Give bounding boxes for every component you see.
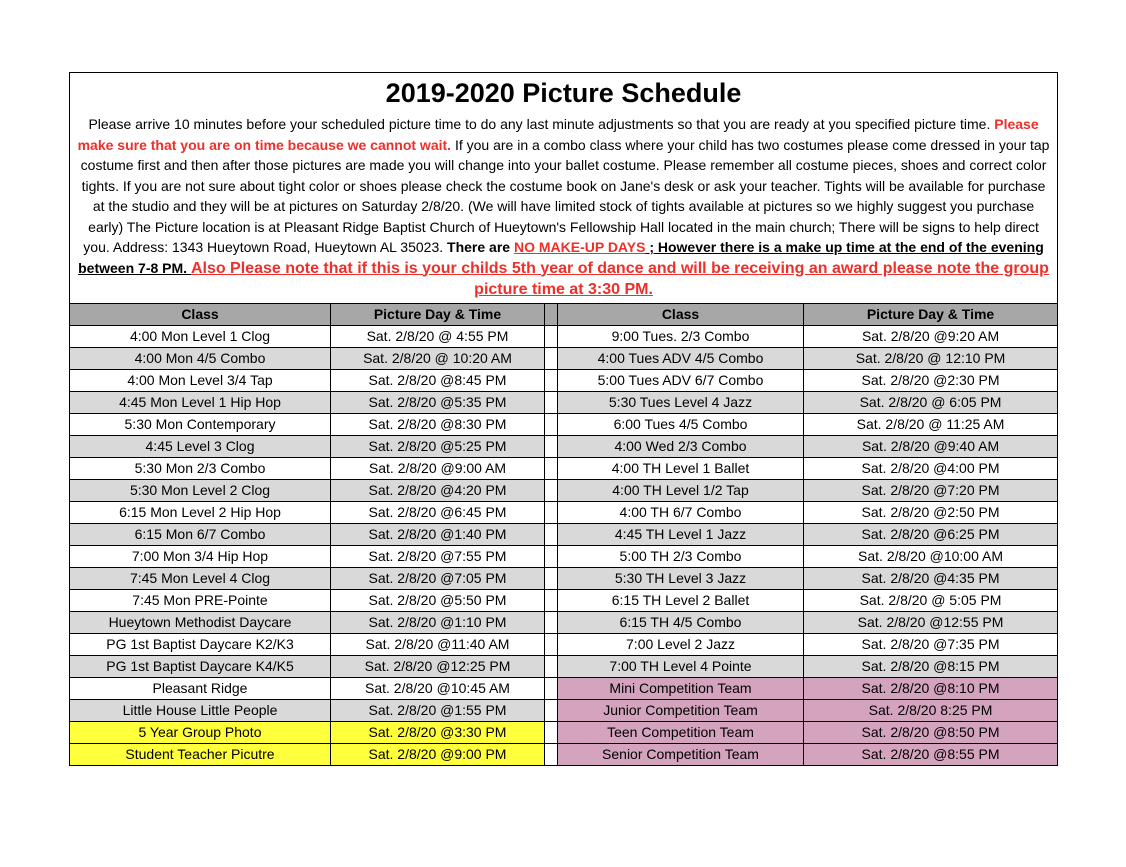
- time-cell-right: Sat. 2/8/20 @8:10 PM: [804, 677, 1058, 699]
- gap-cell: [545, 699, 558, 721]
- table-row: [70, 633, 1058, 655]
- time-cell-right: Sat. 2/8/20 @8:15 PM: [804, 655, 1058, 677]
- table-row: [70, 391, 1058, 413]
- gap-cell: [545, 655, 558, 677]
- class-cell-right: 7:00 Level 2 Jazz: [558, 633, 804, 655]
- time-cell-left: Sat. 2/8/20 @8:45 PM: [331, 369, 545, 391]
- class-cell-right: 5:00 TH 2/3 Combo: [558, 545, 804, 567]
- gap-cell: [545, 523, 558, 545]
- time-cell-right: Sat. 2/8/20 @ 11:25 AM: [804, 413, 1058, 435]
- class-cell-left: 7:45 Mon Level 4 Clog: [70, 567, 331, 589]
- time-cell-right: Sat. 2/8/20 8:25 PM: [804, 699, 1058, 721]
- table-row: [70, 589, 1058, 611]
- time-cell-right: Sat. 2/8/20 @8:50 PM: [804, 721, 1058, 743]
- time-cell-left: Sat. 2/8/20 @3:30 PM: [331, 721, 545, 743]
- class-cell-left: 5:30 Mon 2/3 Combo: [70, 457, 331, 479]
- class-cell-left: 4:00 Mon Level 3/4 Tap: [70, 369, 331, 391]
- schedule-rows: [70, 325, 1058, 765]
- time-cell-right: Sat. 2/8/20 @10:00 AM: [804, 545, 1058, 567]
- gap-cell: [545, 567, 558, 589]
- gap-cell: [545, 457, 558, 479]
- class-cell-right: 4:45 TH Level 1 Jazz: [558, 523, 804, 545]
- table-row: [70, 721, 1058, 743]
- class-cell-right: 5:30 Tues Level 4 Jazz: [558, 391, 804, 413]
- class-cell-right: Teen Competition Team: [558, 721, 804, 743]
- class-cell-left: Student Teacher Picutre: [70, 743, 331, 765]
- class-cell-right: 4:00 TH Level 1 Ballet: [558, 457, 804, 479]
- table-row: [70, 369, 1058, 391]
- time-cell-left: Sat. 2/8/20 @7:55 PM: [331, 545, 545, 567]
- schedule-table: [69, 72, 1058, 766]
- time-cell-left: Sat. 2/8/20 @7:05 PM: [331, 567, 545, 589]
- time-cell-left: Sat. 2/8/20 @1:55 PM: [331, 699, 545, 721]
- gap-cell: [545, 721, 558, 743]
- punctuality-warning: Please make sure that you are on time because we cannot wait.: [77, 116, 1039, 153]
- time-cell-left: Sat. 2/8/20 @12:25 PM: [331, 655, 545, 677]
- header-class-right: Class: [558, 303, 804, 325]
- gap-cell: [545, 391, 558, 413]
- class-cell-left: 5:30 Mon Contemporary: [70, 413, 331, 435]
- table-row: [70, 611, 1058, 633]
- header-time-right: Picture Day & Time: [804, 303, 1058, 325]
- time-cell-left: Sat. 2/8/20 @9:00 PM: [331, 743, 545, 765]
- class-cell-left: 7:00 Mon 3/4 Hip Hop: [70, 545, 331, 567]
- table-row: [70, 435, 1058, 457]
- table-row: [70, 523, 1058, 545]
- time-cell-left: Sat. 2/8/20 @10:45 AM: [331, 677, 545, 699]
- time-cell-right: Sat. 2/8/20 @7:35 PM: [804, 633, 1058, 655]
- makeup-time-notice: ; However there is a make up time at the end of the evening between 7-8 PM.: [78, 239, 1044, 276]
- intro-text-1: Please arrive 10 minutes before your scheduled picture time to do any last minute adjustments so that you are ready at you specified picture time.: [88, 116, 995, 132]
- table-row: [70, 567, 1058, 589]
- time-cell-right: Sat. 2/8/20 @9:20 AM: [804, 325, 1058, 347]
- table-row: [70, 457, 1058, 479]
- class-cell-right: Mini Competition Team: [558, 677, 804, 699]
- class-cell-right: 9:00 Tues. 2/3 Combo: [558, 325, 804, 347]
- time-cell-right: Sat. 2/8/20 @8:55 PM: [804, 743, 1058, 765]
- time-cell-right: Sat. 2/8/20 @7:20 PM: [804, 479, 1058, 501]
- time-cell-right: Sat. 2/8/20 @12:55 PM: [804, 611, 1058, 633]
- table-row: [70, 743, 1058, 765]
- instructions-paragraph: [70, 114, 1058, 303]
- class-cell-right: 4:00 TH Level 1/2 Tap: [558, 479, 804, 501]
- class-cell-left: 4:45 Level 3 Clog: [70, 435, 331, 457]
- class-cell-left: Hueytown Methodist Daycare: [70, 611, 331, 633]
- gap-cell: [545, 677, 558, 699]
- table-header-row: [70, 303, 1058, 325]
- class-cell-right: 6:15 TH Level 2 Ballet: [558, 589, 804, 611]
- gap-cell: [545, 611, 558, 633]
- gap-cell: [545, 589, 558, 611]
- header-time-left: Picture Day & Time: [331, 303, 545, 325]
- time-cell-right: Sat. 2/8/20 @6:25 PM: [804, 523, 1058, 545]
- table-row: [70, 347, 1058, 369]
- class-cell-left: 4:45 Mon Level 1 Hip Hop: [70, 391, 331, 413]
- class-cell-right: Junior Competition Team: [558, 699, 804, 721]
- class-cell-right: 6:15 TH 4/5 Combo: [558, 611, 804, 633]
- time-cell-right: Sat. 2/8/20 @4:00 PM: [804, 457, 1058, 479]
- time-cell-left: Sat. 2/8/20 @5:50 PM: [331, 589, 545, 611]
- class-cell-left: 7:45 Mon PRE-Pointe: [70, 589, 331, 611]
- award-notice: Also Please note that if this is your childs 5th year of dance and will be receiving an award please note the group picture time at 3:30 PM.: [190, 259, 1049, 298]
- time-cell-left: Sat. 2/8/20 @ 4:55 PM: [331, 325, 545, 347]
- no-makeup-notice: NO MAKE-UP DAYS: [513, 239, 646, 255]
- table-row: [70, 413, 1058, 435]
- intro-text-2: If you are in a combo class where your child has two costumes please come dressed in your tap costume first and then after those pictures are made you will change into your ballet costume. Please remember all costume pieces, shoes and correct color tights. If you are not sure about tight color or shoes please check the costume book on Jane's desk or ask your teacher. Tights will be available for purchase at the studio and they will be at pictures on Saturday 2/8/20. (We will have limited stock of tights available at pictures so we highly suggest you purchase early) The Picture location is at Pleasant Ridge Baptist Church of Hueytown's Fellowship Hall located in the main church; There will be signs to help direct you. Address: 1343 Hueytown Road, Hueytown AL 35023.: [80, 136, 1050, 255]
- time-cell-left: Sat. 2/8/20 @6:45 PM: [331, 501, 545, 523]
- gap-cell: [545, 435, 558, 457]
- time-cell-right: Sat. 2/8/20 @9:40 AM: [804, 435, 1058, 457]
- class-cell-left: 5 Year Group Photo: [70, 721, 331, 743]
- class-cell-right: 7:00 TH Level 4 Pointe: [558, 655, 804, 677]
- gap-cell: [545, 743, 558, 765]
- time-cell-left: Sat. 2/8/20 @9:00 AM: [331, 457, 545, 479]
- intro-text-3: There are: [447, 239, 514, 255]
- class-cell-left: 4:00 Mon 4/5 Combo: [70, 347, 331, 369]
- class-cell-right: 4:00 Tues ADV 4/5 Combo: [558, 347, 804, 369]
- time-cell-right: Sat. 2/8/20 @ 12:10 PM: [804, 347, 1058, 369]
- gap-cell: [545, 545, 558, 567]
- table-row: [70, 479, 1058, 501]
- class-cell-left: PG 1st Baptist Daycare K2/K3: [70, 633, 331, 655]
- time-cell-right: Sat. 2/8/20 @ 5:05 PM: [804, 589, 1058, 611]
- time-cell-right: Sat. 2/8/20 @2:30 PM: [804, 369, 1058, 391]
- table-row: [70, 699, 1058, 721]
- time-cell-right: Sat. 2/8/20 @4:35 PM: [804, 567, 1058, 589]
- class-cell-right: 4:00 Wed 2/3 Combo: [558, 435, 804, 457]
- class-cell-left: 6:15 Mon Level 2 Hip Hop: [70, 501, 331, 523]
- gap-cell: [545, 633, 558, 655]
- time-cell-left: Sat. 2/8/20 @1:10 PM: [331, 611, 545, 633]
- time-cell-left: Sat. 2/8/20 @4:20 PM: [331, 479, 545, 501]
- class-cell-left: Pleasant Ridge: [70, 677, 331, 699]
- schedule-sheet: [69, 72, 1057, 766]
- class-cell-left: 4:00 Mon Level 1 Clog: [70, 325, 331, 347]
- time-cell-right: Sat. 2/8/20 @2:50 PM: [804, 501, 1058, 523]
- class-cell-right: 5:30 TH Level 3 Jazz: [558, 567, 804, 589]
- gap-cell: [545, 501, 558, 523]
- table-row: [70, 655, 1058, 677]
- gap-cell: [545, 325, 558, 347]
- class-cell-left: PG 1st Baptist Daycare K4/K5: [70, 655, 331, 677]
- gap-cell: [545, 369, 558, 391]
- time-cell-left: Sat. 2/8/20 @5:35 PM: [331, 391, 545, 413]
- class-cell-right: 4:00 TH 6/7 Combo: [558, 501, 804, 523]
- gap-cell: [545, 479, 558, 501]
- table-row: [70, 501, 1058, 523]
- class-cell-right: 5:00 Tues ADV 6/7 Combo: [558, 369, 804, 391]
- time-cell-left: Sat. 2/8/20 @5:25 PM: [331, 435, 545, 457]
- time-cell-left: Sat. 2/8/20 @11:40 AM: [331, 633, 545, 655]
- table-row: [70, 325, 1058, 347]
- time-cell-left: Sat. 2/8/20 @ 10:20 AM: [331, 347, 545, 369]
- time-cell-left: Sat. 2/8/20 @8:30 PM: [331, 413, 545, 435]
- time-cell-right: Sat. 2/8/20 @ 6:05 PM: [804, 391, 1058, 413]
- class-cell-left: 6:15 Mon 6/7 Combo: [70, 523, 331, 545]
- header-class-left: Class: [70, 303, 331, 325]
- header-gap: [545, 303, 558, 325]
- class-cell-right: 6:00 Tues 4/5 Combo: [558, 413, 804, 435]
- time-cell-left: Sat. 2/8/20 @1:40 PM: [331, 523, 545, 545]
- class-cell-left: 5:30 Mon Level 2 Clog: [70, 479, 331, 501]
- page-title: 2019-2020 Picture Schedule: [70, 73, 1058, 115]
- gap-cell: [545, 347, 558, 369]
- class-cell-right: Senior Competition Team: [558, 743, 804, 765]
- table-row: [70, 677, 1058, 699]
- table-row: [70, 545, 1058, 567]
- class-cell-left: Little House Little People: [70, 699, 331, 721]
- gap-cell: [545, 413, 558, 435]
